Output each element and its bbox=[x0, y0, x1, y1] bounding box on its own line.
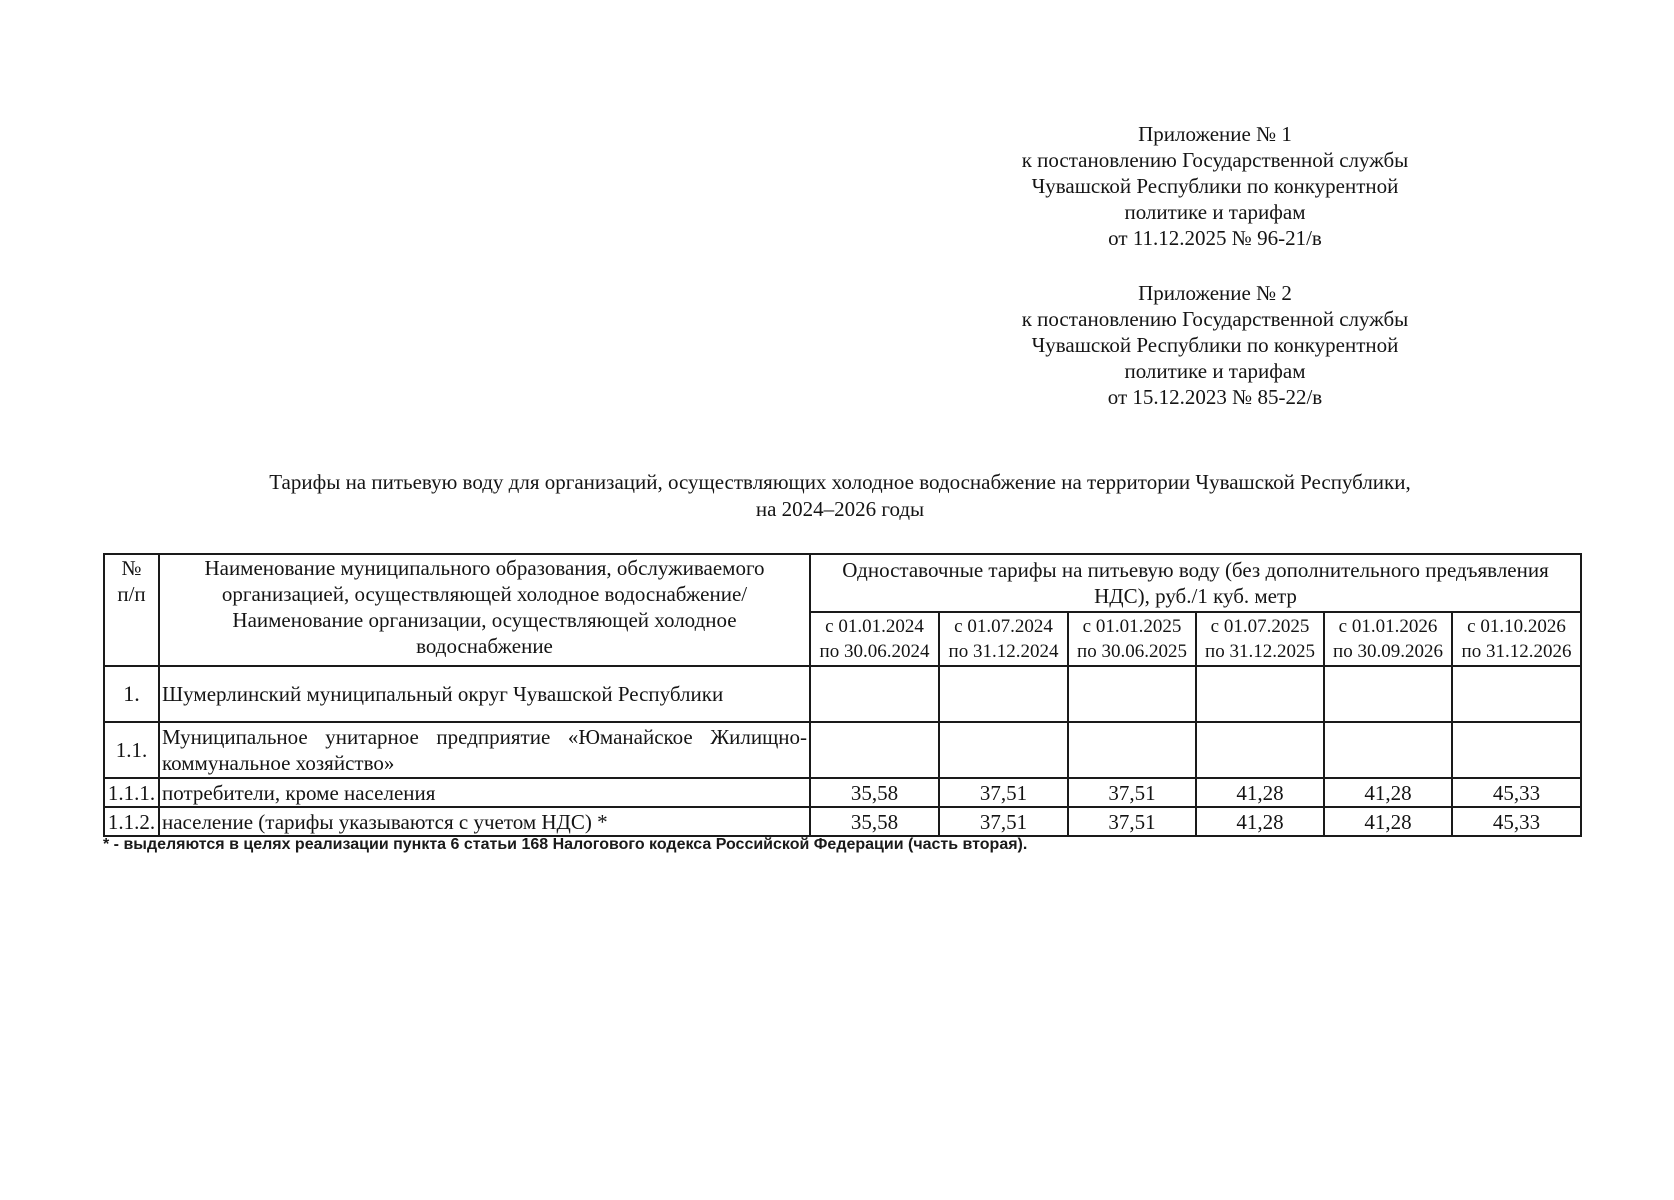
table-row bbox=[104, 778, 1581, 807]
tariff-value bbox=[1452, 722, 1581, 778]
header-period bbox=[1196, 612, 1324, 666]
tariff-value: 37,51 bbox=[939, 778, 1068, 807]
tariff-value: 45,33 bbox=[1452, 807, 1581, 836]
header-tariff-group: Одноставочные тарифы на питьевую воду (без дополнительного предъявления НДС), руб./1 куб. метр bbox=[810, 554, 1581, 612]
appendix-1-date: от 11.12.2025 № 96-21/в bbox=[1108, 226, 1322, 250]
appendix-2-line: к постановлению Государственной службы bbox=[1021, 307, 1409, 331]
tariff-table bbox=[103, 553, 1582, 837]
table-row bbox=[104, 722, 1581, 778]
tariff-value: 41,28 bbox=[1196, 807, 1324, 836]
tariff-value bbox=[810, 722, 939, 778]
header-period bbox=[1068, 612, 1196, 666]
table-row bbox=[104, 807, 1581, 836]
period-to: по 31.12.2025 bbox=[1205, 641, 1315, 662]
tariff-value bbox=[1324, 722, 1452, 778]
period-to: по 31.12.2026 bbox=[1461, 641, 1572, 662]
title-line-2: на 2024–2026 годы bbox=[755, 497, 925, 521]
title-line-1: Тарифы на питьевую воду для организаций, осуществляющих холодное водоснабжение на территории Чувашской Республики, bbox=[269, 470, 1411, 494]
appendix-1-block bbox=[985, 121, 1445, 251]
tariff-value bbox=[1068, 722, 1196, 778]
table-row bbox=[104, 666, 1581, 722]
tariff-value bbox=[1068, 666, 1196, 722]
tariff-value: 35,58 bbox=[810, 807, 939, 836]
header-name: Наименование муниципального образования, обслуживаемого организацией, осуществляющей холодное водоснабжение/Наименование организации, осуществляющей холодное водоснабжение bbox=[159, 554, 810, 666]
period-to: по 30.06.2025 bbox=[1077, 641, 1187, 662]
tariff-value bbox=[939, 722, 1068, 778]
header-period bbox=[1452, 612, 1581, 666]
document-title bbox=[120, 469, 1560, 523]
appendix-2-line: Чувашской Республики по конкурентной bbox=[1031, 333, 1399, 357]
tariff-value: 41,28 bbox=[1324, 778, 1452, 807]
tariff-value bbox=[810, 666, 939, 722]
period-from: с 01.01.2025 bbox=[1082, 616, 1182, 637]
tariff-value bbox=[1452, 666, 1581, 722]
appendix-2-block bbox=[985, 280, 1445, 410]
appendix-1-line: политике и тарифам bbox=[1124, 200, 1306, 224]
period-from: с 01.07.2025 bbox=[1210, 616, 1310, 637]
tariff-value bbox=[939, 666, 1068, 722]
appendix-1-line: к постановлению Государственной службы bbox=[1021, 148, 1409, 172]
appendix-1-line: Чувашской Республики по конкурентной bbox=[1031, 174, 1399, 198]
row-number: 1.1.1. bbox=[104, 778, 159, 807]
appendix-1-title: Приложение № 1 bbox=[1138, 122, 1292, 146]
tariff-value: 35,58 bbox=[810, 778, 939, 807]
footnote: * - выделяются в целях реализации пункта 6 статьи 168 Налогового кодекса Российской Федерации (часть вторая). bbox=[103, 836, 1028, 853]
tariff-value bbox=[1196, 722, 1324, 778]
row-number: 1. bbox=[104, 666, 159, 722]
tariff-value: 45,33 bbox=[1452, 778, 1581, 807]
row-number: 1.1.2. bbox=[104, 807, 159, 836]
appendix-2-line: политике и тарифам bbox=[1124, 359, 1306, 383]
appendix-2-title: Приложение № 2 bbox=[1138, 281, 1292, 305]
period-from: с 01.01.2024 bbox=[825, 616, 924, 637]
row-name: Муниципальное унитарное предприятие «Юманайское Жилищно-коммунальное хозяйство» bbox=[159, 722, 810, 778]
period-to: по 31.12.2024 bbox=[948, 641, 1059, 662]
header-row bbox=[104, 554, 1581, 612]
header-period bbox=[810, 612, 939, 666]
tariff-value: 41,28 bbox=[1196, 778, 1324, 807]
header-number-abbr: п/п bbox=[117, 582, 146, 606]
tariff-value bbox=[1196, 666, 1324, 722]
row-name: Шумерлинский муниципальный округ Чувашской Республики bbox=[159, 666, 810, 722]
tariff-value: 41,28 bbox=[1324, 807, 1452, 836]
period-from: с 01.10.2026 bbox=[1467, 616, 1566, 637]
header-period bbox=[939, 612, 1068, 666]
header-number-symbol: № bbox=[121, 556, 142, 580]
appendix-2-date: от 15.12.2023 № 85-22/в bbox=[1107, 385, 1323, 409]
period-to: по 30.06.2024 bbox=[819, 641, 930, 662]
header-period bbox=[1324, 612, 1452, 666]
row-name: потребители, кроме населения bbox=[159, 778, 810, 807]
tariff-value bbox=[1324, 666, 1452, 722]
period-from: с 01.01.2026 bbox=[1338, 616, 1438, 637]
header-number bbox=[104, 554, 159, 666]
row-number: 1.1. bbox=[104, 722, 159, 778]
tariff-value: 37,51 bbox=[1068, 778, 1196, 807]
tariff-value: 37,51 bbox=[1068, 807, 1196, 836]
row-name: население (тарифы указываются с учетом НДС) * bbox=[159, 807, 810, 836]
period-from: с 01.07.2024 bbox=[954, 616, 1053, 637]
tariff-value: 37,51 bbox=[939, 807, 1068, 836]
period-to: по 30.09.2026 bbox=[1333, 641, 1443, 662]
